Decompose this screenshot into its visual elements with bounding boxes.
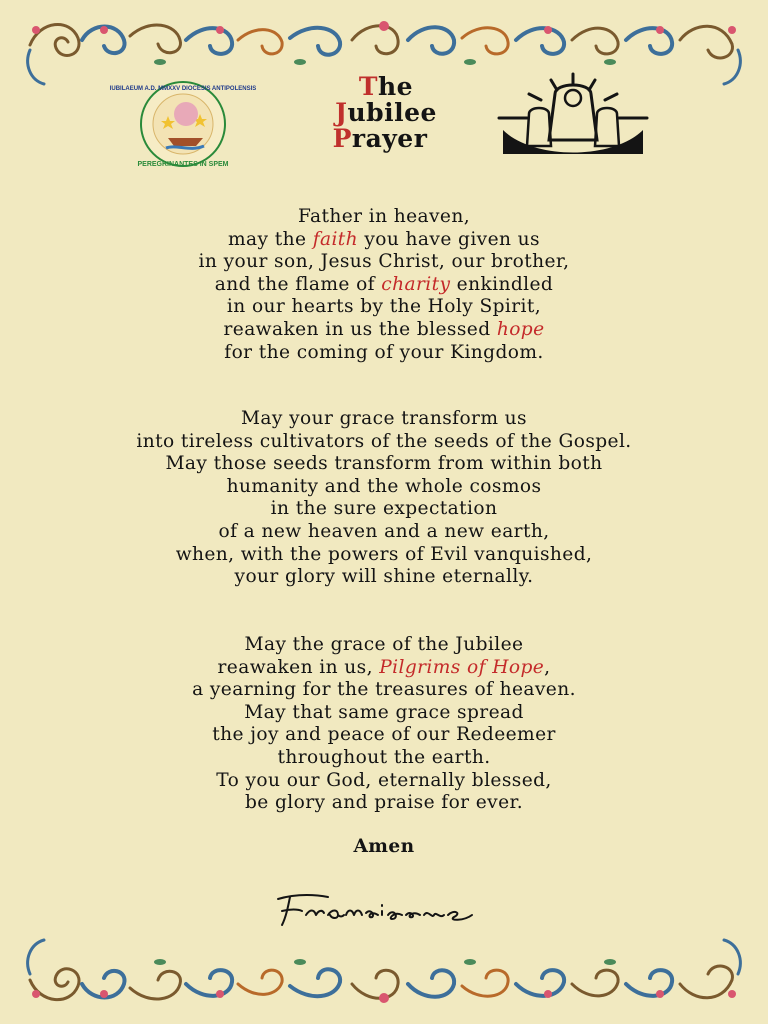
prayer-line-text: May that same grace spread [244,701,524,723]
highlighted-word: charity [381,273,451,295]
prayer-line-text: , [544,656,551,678]
title-initial-p: P [332,124,352,153]
prayer-line-text: reawaken in us the blessed [223,318,497,340]
prayer-line: May your grace transform us [240,408,527,429]
bottom-ornamental-border [0,928,768,1024]
title-line-2-rest: ubilee [347,98,437,127]
prayer-line-text: May the grace of the Jubilee [244,634,524,655]
logo-top-text: IUBILAEUM A.D. MMXXV DIOCESIS ANTIPOLENSIS [109,86,257,92]
prayer-line [0,319,768,342]
prayer-stanza-3 [0,634,768,815]
prayer-line: humanity and the whole cosmos [226,475,542,497]
highlighted-word: Pilgrims of Hope [379,656,545,678]
prayer-stanza-1 [0,206,768,364]
prayer-line: when, with the powers of Evil vanquished, [175,543,593,565]
prayer-line-text: for the coming of your Kingdom. [224,341,544,363]
prayer-line [0,657,768,680]
virgin-mary-emblem-icon [493,70,653,162]
highlighted-word: faith [312,228,359,250]
title-line-3-rest: rayer [351,124,428,153]
prayer-line-text: enkindled [450,273,554,295]
prayer-line-text: be glory and praise for ever. [244,792,524,814]
prayer-line: your glory will shine eternally. [234,566,534,588]
title-initial-j: J [335,98,348,127]
title-line-2 [296,100,476,126]
prayer-line [0,770,768,793]
prayer-closing: Amen [353,836,415,857]
prayer-line [0,724,768,747]
prayer-line-text: in our hearts by the Holy Spirit, [226,296,542,318]
prayer-line-text: throughout the earth. [277,746,491,768]
highlighted-word: hope [496,318,545,340]
page-title [296,74,476,152]
prayer-line [0,792,768,815]
prayer-line [0,634,768,657]
logo-bottom-text: PEREGRINANTES IN SPEM [137,161,229,168]
prayer-stanza-2 [0,408,768,589]
prayer-line: into tireless cultivators of the seeds of the Gospel. [136,430,632,452]
title-initial-t: T [358,72,378,101]
prayer-line-text: the joy and peace of our Redeemer [212,724,556,746]
prayer-line: in the sure expectation [270,498,498,520]
title-line-1 [296,74,476,100]
prayer-line [0,342,768,365]
prayer-line [0,251,768,274]
prayer-line-text: a yearning for the treasures of heaven. [192,679,576,701]
prayer-line [0,679,768,702]
prayer-line: of a new heaven and a new earth, [218,520,550,542]
prayer-line: May those seeds transform from within both [165,453,603,475]
title-line-1-rest: he [378,72,414,101]
prayer-line [0,296,768,319]
prayer-line-text: in your son, Jesus Christ, our brother, [198,251,570,273]
prayer-line-text: may the [227,228,313,250]
prayer-line-text: To you our God, eternally blessed, [216,769,552,791]
prayer-line [0,702,768,725]
prayer-line-text: you have given us [358,228,540,250]
handwritten-signature [268,885,500,933]
prayer-line [0,274,768,297]
prayer-line [0,229,768,252]
prayer-line [0,206,768,229]
prayer-line-text: Father in heaven, [297,206,471,227]
jubilee-boat-logo-icon [108,78,258,170]
prayer-line [0,747,768,770]
prayer-line-text: reawaken in us, [217,656,380,678]
title-line-3 [284,126,476,152]
prayer-line-text: and the flame of [214,273,382,295]
